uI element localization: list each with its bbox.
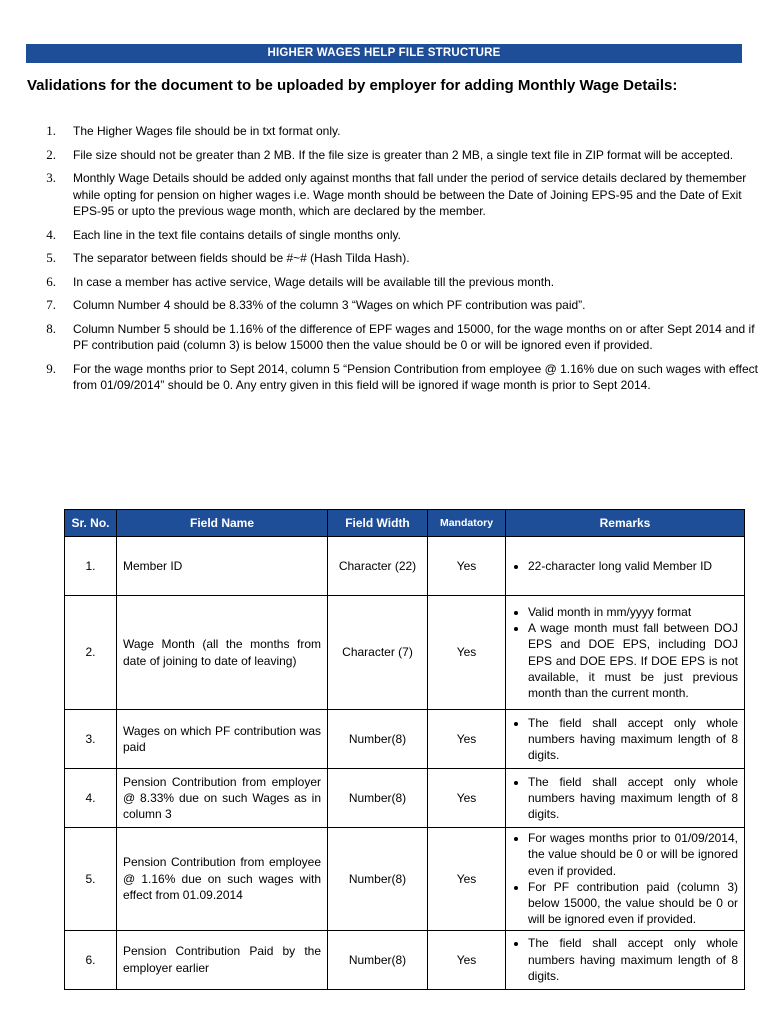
sr-no-cell: 4. — [65, 769, 117, 828]
rule-item — [18, 170, 758, 220]
mandatory-cell: Yes — [428, 537, 506, 596]
header-field-name: Field Name — [117, 510, 328, 537]
remark-item: • The field shall accept only whole numbers having maximum length of 8 digits. — [528, 774, 738, 823]
remarks-cell — [506, 930, 745, 989]
field-structure-table — [64, 509, 745, 990]
document-title-banner: HIGHER WAGES HELP FILE STRUCTURE — [26, 44, 742, 63]
remark-item: • Valid month in mm/yyyy format — [528, 604, 738, 620]
field-name-cell: Member ID — [117, 537, 328, 596]
field-name-cell: Pension Contribution from employer @ 8.33% due on such Wages as in column 3 — [117, 769, 328, 828]
rule-text: The Higher Wages file should be in txt format only. — [73, 124, 341, 138]
sr-no-cell: 5. — [65, 828, 117, 931]
rule-text: Each line in the text file contains details of single months only. — [73, 227, 401, 242]
sr-no-cell: 1. — [65, 537, 117, 596]
remarks-list — [512, 558, 738, 574]
rule-number: 4. — [46, 226, 56, 242]
field-name-cell: Pension Contribution Paid by the employer earlier — [117, 930, 328, 989]
rule-item — [18, 297, 758, 314]
rule-number: 1. — [46, 123, 56, 138]
rule-item — [18, 321, 758, 354]
rule-text: File size should not be greater than 2 MB. If the file size is greater than 2 MB, a single text file in ZIP format will be accepted. — [73, 147, 734, 162]
remarks-cell — [506, 710, 745, 769]
rule-item — [18, 147, 758, 164]
table-header-row — [65, 510, 745, 537]
field-name-cell: Pension Contribution from employee @ 1.16% due on such wages with effect from 01.09.2014 — [117, 828, 328, 931]
mandatory-cell: Yes — [428, 596, 506, 710]
sr-no-cell: 3. — [65, 710, 117, 769]
table-row — [65, 596, 745, 710]
rule-text: Column Number 4 should be 8.33% of the column 3 “Wages on which PF contribution was paid”. — [73, 298, 586, 312]
rule-number: 3. — [46, 170, 56, 185]
header-remarks: Remarks — [506, 510, 745, 537]
remark-item: • For PF contribution paid (column 3) below 15000, the value should be 0 or will be ignored even if provided. — [528, 879, 738, 928]
remark-item: • The field shall accept only whole numbers having maximum length of 8 digits. — [528, 715, 738, 764]
field-width-cell: Number(8) — [328, 828, 428, 931]
field-name-cell: Wage Month (all the months from date of joining to date of leaving) — [117, 596, 328, 710]
table-body — [65, 537, 745, 990]
remark-item: • 22-character long valid Member ID — [528, 558, 738, 574]
rule-item — [18, 250, 758, 267]
rule-item — [18, 123, 758, 140]
field-width-cell: Number(8) — [328, 710, 428, 769]
rule-item — [18, 274, 758, 291]
table-row — [65, 769, 745, 828]
rule-number: 2. — [46, 146, 56, 162]
rule-text: Column Number 5 should be 1.16% of the difference of EPF wages and 15000, for the wage months on or after Sept 2014 and if PF contribution paid (column 3) is below 15000 then the value should be 0 or will be ignored even if provided. — [73, 321, 755, 352]
table-row — [65, 537, 745, 596]
rule-number: 8. — [46, 320, 56, 336]
remarks-cell — [506, 596, 745, 710]
rule-number: 6. — [46, 273, 56, 289]
remarks-list — [512, 774, 738, 823]
table-row — [65, 930, 745, 989]
mandatory-cell: Yes — [428, 828, 506, 931]
remarks-list — [512, 830, 738, 928]
mandatory-cell: Yes — [428, 769, 506, 828]
mandatory-cell: Yes — [428, 930, 506, 989]
remarks-cell — [506, 537, 745, 596]
remark-item: • The field shall accept only whole numbers having maximum length of 8 digits. — [528, 935, 738, 984]
field-width-cell: Character (7) — [328, 596, 428, 710]
table-row — [65, 828, 745, 931]
remarks-list — [512, 715, 738, 764]
mandatory-cell: Yes — [428, 710, 506, 769]
rule-text: For the wage months prior to Sept 2014, column 5 “Pension Contribution from employee @ 1.16% due on such wages with effect from 01/09/2014” should be 0. Any entry given in this field will be ignored if wage month is prior to Sept 2014. — [73, 361, 759, 392]
sr-no-cell: 6. — [65, 930, 117, 989]
rule-number: 5. — [46, 250, 56, 265]
table-row — [65, 710, 745, 769]
rule-number: 7. — [46, 297, 56, 312]
remarks-list — [512, 935, 738, 984]
rule-text: In case a member has active service, Wage details will be available till the previous month. — [73, 274, 555, 289]
rule-text: Monthly Wage Details should be added only against months that fall under the period of service details declared by themember while opting for pension on higher wages i.e. Wage month should be between the Date of Joining EPS-95 and the Date of Exit EPS-95 or upto the previous wage month, which are declared by the member. — [73, 171, 747, 218]
validation-rules-list — [18, 123, 758, 394]
header-mandatory: Mandatory — [428, 510, 506, 537]
remarks-list — [512, 604, 738, 702]
field-name-cell: Wages on which PF contribution was paid — [117, 710, 328, 769]
remarks-cell — [506, 828, 745, 931]
remarks-cell — [506, 769, 745, 828]
rule-item — [18, 227, 758, 244]
rule-text: The separator between fields should be #~# (Hash Tilda Hash). — [73, 251, 410, 265]
header-field-width: Field Width — [328, 510, 428, 537]
header-sr-no: Sr. No. — [65, 510, 117, 537]
section-heading: Validations for the document to be uploaded by employer for adding Monthly Wage Details: — [27, 77, 678, 94]
field-width-cell: Character (22) — [328, 537, 428, 596]
sr-no-cell: 2. — [65, 596, 117, 710]
rule-item — [18, 361, 758, 394]
field-width-cell: Number(8) — [328, 769, 428, 828]
field-width-cell: Number(8) — [328, 930, 428, 989]
remark-item: • A wage month must fall between DOJ EPS and DOE EPS, including DOJ EPS and DOE EPS. If DOE EPS is not available, it must be just previous month than the current month. — [528, 620, 738, 701]
remark-item: • For wages months prior to 01/09/2014, the value should be 0 or will be ignored even if provided. — [528, 830, 738, 879]
rule-number: 9. — [46, 360, 56, 376]
